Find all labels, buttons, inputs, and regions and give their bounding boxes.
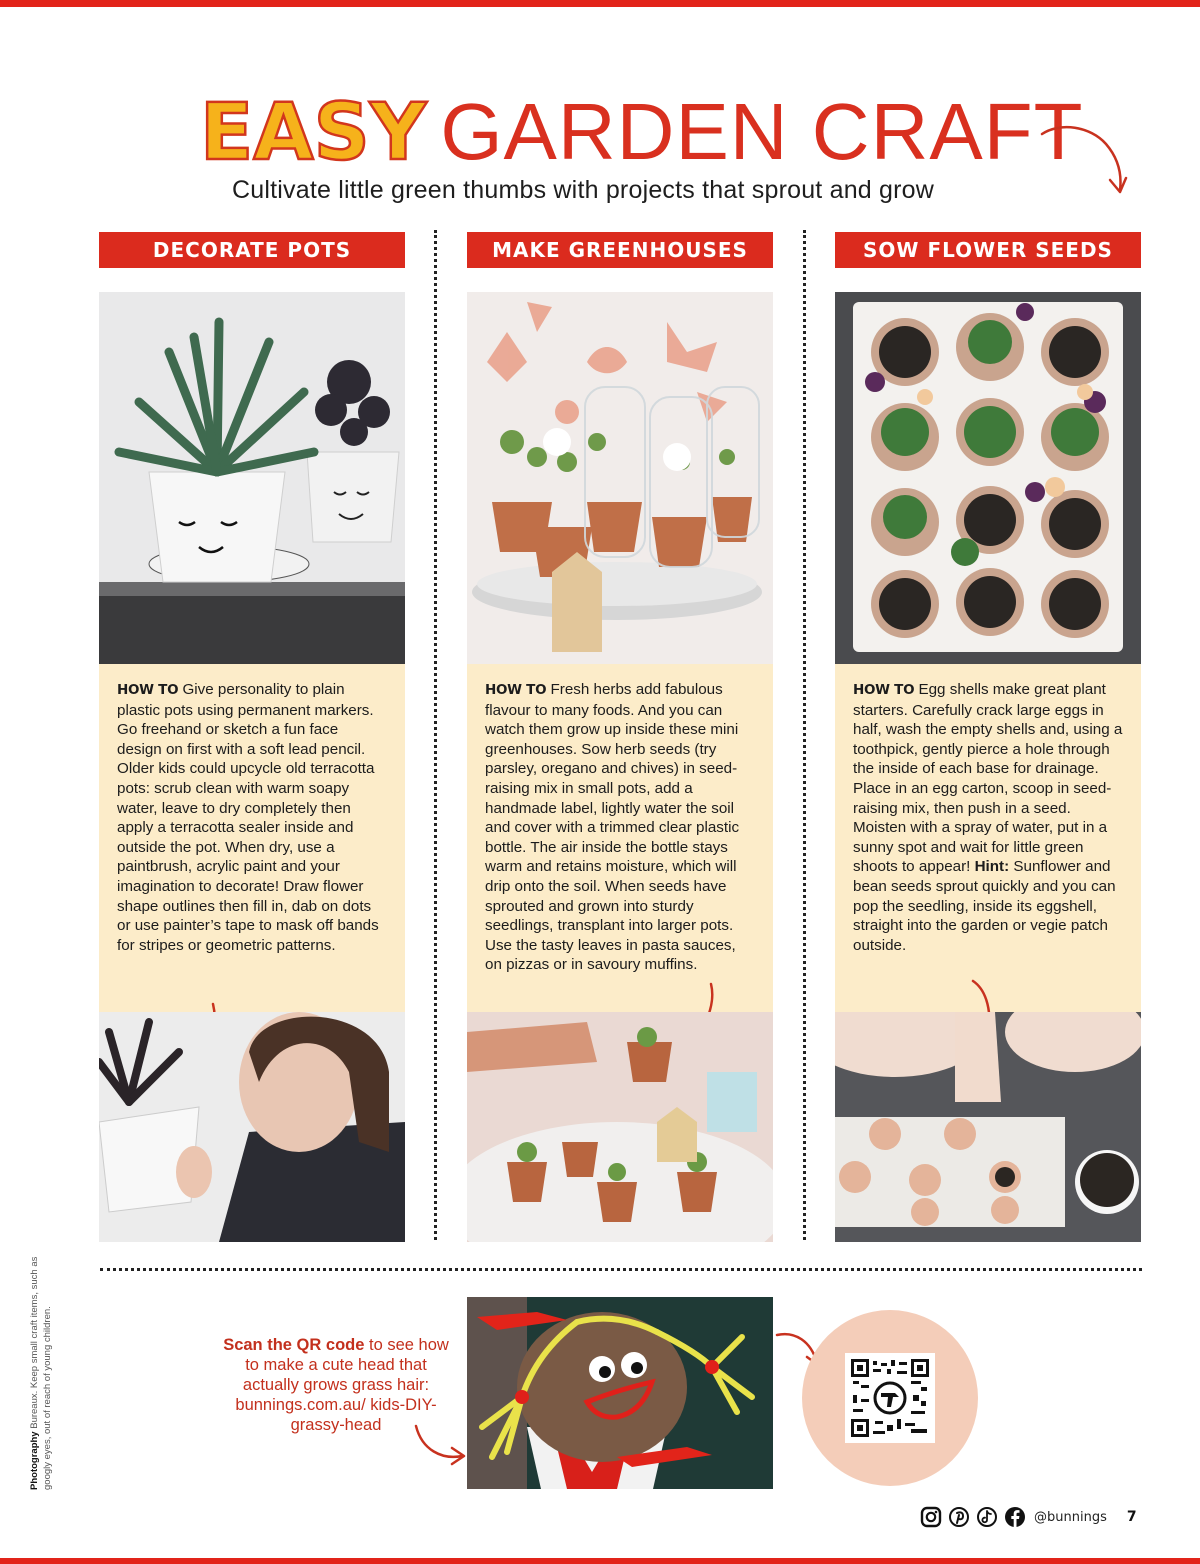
section-heading: DECORATE POTS bbox=[99, 232, 405, 268]
column-divider bbox=[803, 230, 806, 1240]
page-subtitle: Cultivate little green thumbs with projects that sprout and grow bbox=[232, 176, 935, 204]
column-decorate-pots bbox=[99, 232, 405, 954]
howto-body: Egg shells make great plant starters. Carefully crack large eggs in half, wash the empty shells and, using a toothpick, gently pierce a hole through the inside of each base for drainage. Place in an egg carton, scoop in seed-raising mix, then push in a seed. Moisten with a spray of water, put in a sunny spot and wait for little green shoots to appear! bbox=[853, 681, 1123, 876]
qr-callout-bold: Scan the QR code bbox=[223, 1336, 365, 1354]
photo-credit bbox=[28, 1230, 54, 1490]
howto-label: HOW TO bbox=[853, 682, 915, 698]
howto-text-block bbox=[835, 664, 1141, 1012]
column-divider bbox=[434, 230, 437, 1240]
howto-body: Fresh herbs add fabulous flavour to many foods. And you can watch them grow up inside these mini greenhouses. Sow herb seeds (try parsley, oregano and chives) in seed-raising mix in small pots, add a handmade label, lightly water the soil and cover with a trimmed clear plastic bottle. The air inside the bottle stays warm and retains moisture, which will drip onto the soil. When seeds have sprouted and grown into sturdy seedlings, transplant into larger pots. Use the tasty leaves in pasta sauces, on pizzas or in savoury muffins. bbox=[485, 681, 740, 974]
herb-pots-on-tray-photo bbox=[467, 1012, 773, 1242]
howto-body: Give personality to plain plastic pots using permanent markers. Go freehand or sketch a fun face design on first with a soft lead pencil. Older kids could upcycle old terracotta pots: scrub clean with warm soapy water, leave to dry completely then apply a terracotta sealer inside and outside the pot. When dry, use a paintbrush, acrylic paint and your imagination to decorate! Draw flower shape outlines then fill in, dab on dots or use painter’s tape to mask off bands for stripes or geometric patterns. bbox=[117, 681, 379, 954]
bottle-greenhouses-photo bbox=[467, 292, 773, 664]
column-sow-flower-seeds bbox=[835, 232, 1141, 954]
page-number: 7 bbox=[1126, 1509, 1137, 1525]
howto-text-block bbox=[99, 664, 405, 1012]
bottom-border bbox=[0, 1558, 1200, 1564]
top-border bbox=[0, 0, 1200, 7]
curved-arrow-icon bbox=[1040, 120, 1130, 200]
section-divider bbox=[100, 1268, 1142, 1271]
section-heading: MAKE GREENHOUSES bbox=[467, 232, 773, 268]
hint-body: Sunflower and bean seeds sprout quickly and you can pop the seedling, inside its eggshell, straight into the garden or vegie patch outside. bbox=[853, 858, 1116, 954]
howto-label: HOW TO bbox=[117, 682, 179, 698]
eggshell-pansies-photo bbox=[835, 292, 1141, 664]
howto-label: HOW TO bbox=[485, 682, 547, 698]
instagram-icon[interactable] bbox=[920, 1506, 942, 1528]
pinterest-icon[interactable] bbox=[948, 1506, 970, 1528]
hint-label: Hint: bbox=[974, 858, 1010, 876]
succulent-in-face-pot-photo bbox=[99, 292, 405, 664]
social-handle[interactable]: @bunnings bbox=[1034, 1509, 1107, 1525]
grassy-head-craft-photo bbox=[467, 1297, 773, 1489]
qr-code[interactable] bbox=[845, 1353, 935, 1443]
title-easy: EASY bbox=[200, 88, 427, 178]
girl-drawing-on-pot-photo bbox=[99, 1012, 405, 1242]
page-title bbox=[200, 87, 1084, 178]
child-filling-eggshells-photo bbox=[835, 1012, 1141, 1242]
curved-arrow-icon bbox=[412, 1420, 468, 1470]
title-garden-craft: GARDEN CRAFT bbox=[440, 87, 1084, 176]
facebook-icon[interactable] bbox=[1004, 1506, 1026, 1528]
column-make-greenhouses bbox=[467, 232, 773, 974]
credit-label: Photography bbox=[29, 1431, 40, 1490]
section-heading: SOW FLOWER SEEDS bbox=[835, 232, 1141, 268]
credit-text: Bureaux. Keep small craft items, such as googly eyes, out of reach of young children. bbox=[29, 1256, 53, 1490]
footer bbox=[920, 1506, 1137, 1528]
qr-code-icon bbox=[851, 1359, 929, 1437]
qr-callout-text: to see how to make a cute head that actually grows grass hair: bunnings.com.au/ kids-DIY-grassy-head bbox=[235, 1336, 449, 1434]
tiktok-icon[interactable] bbox=[976, 1506, 998, 1528]
howto-text-block bbox=[467, 664, 773, 1012]
